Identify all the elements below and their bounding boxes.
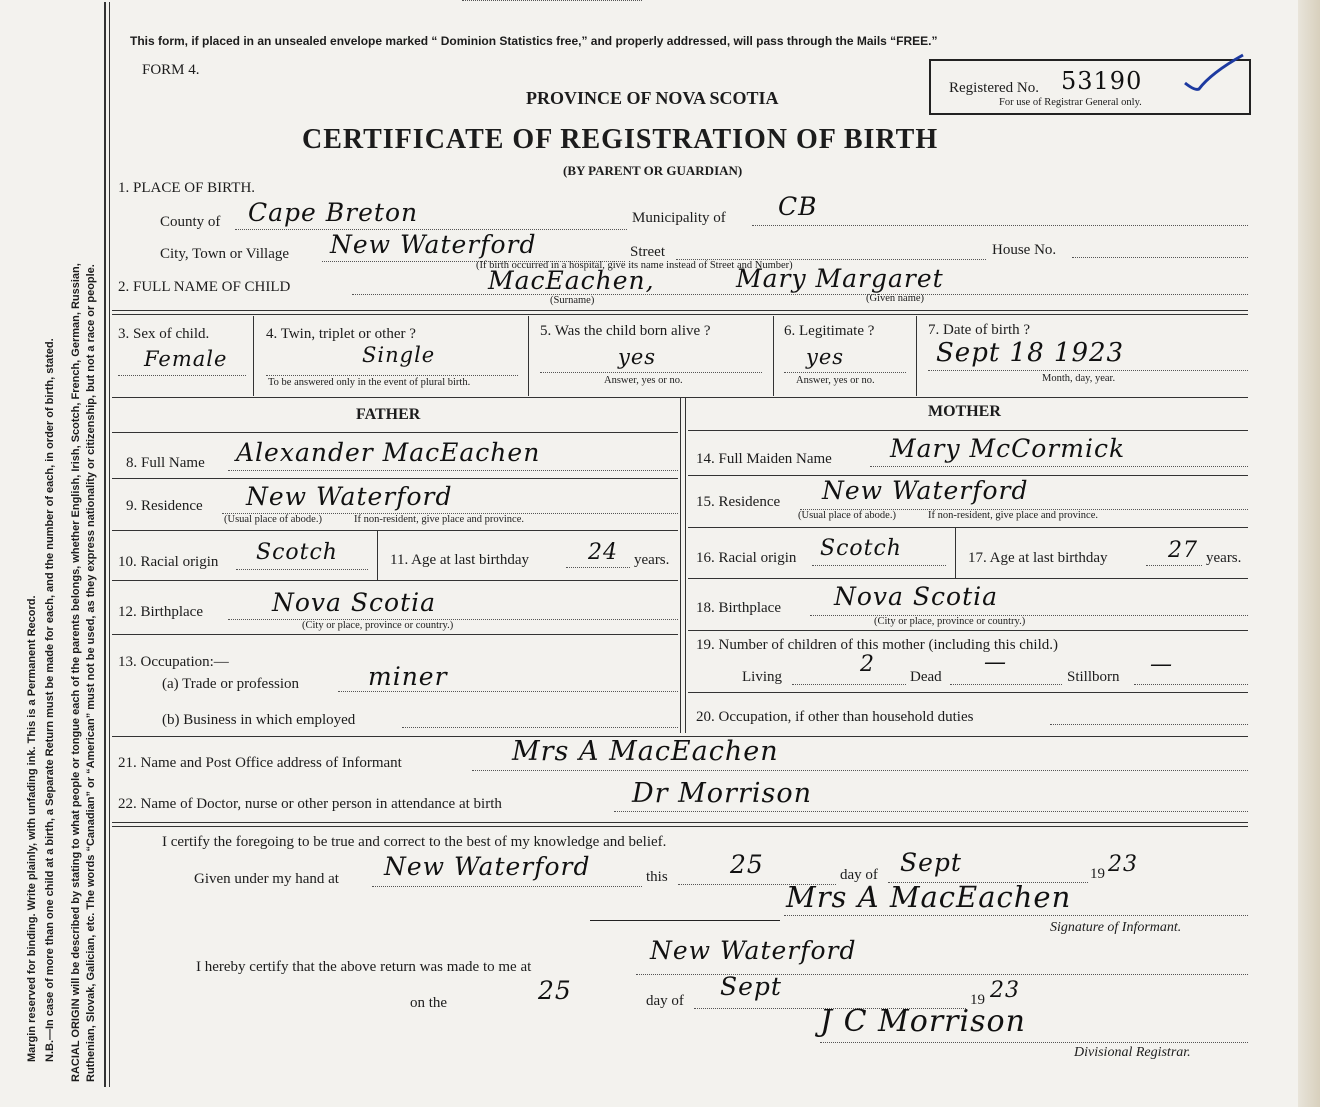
county-label: County of [160,214,221,230]
dob-label: 7. Date of birth ? [928,322,1031,338]
county-value: Cape Breton [248,198,419,227]
province-heading: PROVINCE OF NOVA SCOTIA [526,88,779,108]
twin-value: Single [362,343,436,367]
mother-occupation-label: 20. Occupation, if other than household duties [696,709,974,725]
page-title: CERTIFICATE OF REGISTRATION OF BIRTH [302,124,939,155]
alive-note: Answer, yes or no. [604,375,683,386]
informant-value: Mrs A MacEachen [512,736,779,767]
municipality-label: Municipality of [632,210,726,226]
twin-label: 4. Twin, triplet or other ? [266,326,416,342]
living-label: Living [742,669,782,685]
divisional-registrar-caption: Divisional Registrar. [1074,1045,1191,1060]
racial-origin-note-1: RACIAL ORIGIN will be described by stating to what people or tongue each of the parents belongs, whether English, Irish, Scotch, French, German, Russian, [70,263,82,1082]
mother-name-label: 14. Full Maiden Name [696,451,832,467]
trade-value: miner [368,662,448,691]
mother-heading: MOTHER [928,403,1001,420]
given-at-value: New Waterford [384,852,591,881]
registered-label: Registered No. [949,80,1039,96]
top-notice: This form, if placed in an unsealed envelope marked “ Dominion Statistics free,” and properly addressed, will pass through the Mails “FREE.” [130,34,938,48]
mother-racial-label: 16. Racial origin [696,550,797,566]
municipality-value: CB [778,192,818,221]
legitimate-label: 6. Legitimate ? [784,323,875,339]
stillborn-value: — [1150,652,1173,677]
form-number: FORM 4. [142,62,200,78]
sex-value: Female [144,347,228,371]
registered-number: 53190 [1061,67,1143,95]
dob-note: Month, day, year. [1042,373,1116,384]
stillborn-label: Stillborn [1067,669,1120,685]
given-name-note: (Given name) [866,293,925,304]
informant-signature: Mrs A MacEachen [786,880,1072,914]
mother-birthplace-label: 18. Birthplace [696,600,781,616]
mother-birthplace-value: Nova Scotia [834,582,999,611]
binding-rule [104,2,106,1087]
given-this-label: this [646,869,668,885]
child-name-label: 2. FULL NAME OF CHILD [118,279,291,295]
father-birthplace-label: 12. Birthplace [118,604,203,620]
father-residence-value: New Waterford [246,482,453,511]
check-mark-icon [1181,53,1251,98]
mother-abode-note: (Usual place of abode.) [798,510,896,521]
occupation-label: 13. Occupation:— [118,654,229,670]
given-month-value: Sept [900,848,962,877]
paper-edge [1298,0,1320,1107]
dead-label: Dead [910,669,942,685]
mother-years-label: years. [1206,550,1242,566]
doctor-label: 22. Name of Doctor, nurse or other person in attendance at birth [118,796,502,812]
nb-note: N.B.—In case of more than one child at a birth, a Separate Return must be made for each, and the number of each, in order of birth, stated. [44,338,56,1062]
hereby-label: I hereby certify that the above return was made to me at [196,959,532,975]
margin-note: Margin reserved for binding. Write plainly, with unfading ink. This is a Permanent Record. [26,595,38,1062]
doctor-value: Dr Morrison [632,778,812,809]
father-name-label: 8. Full Name [126,455,205,471]
trade-label: (a) Trade or profession [162,676,300,692]
reg-year-value: 23 [990,978,1020,1003]
given-under-label: Given under my hand at [194,871,339,887]
mother-residence-value: New Waterford [822,476,1029,505]
city-label: City, Town or Village [160,246,290,262]
mother-name-value: Mary McCormick [890,434,1126,463]
city-value: New Waterford [330,230,537,259]
father-age-label: 11. Age at last birthday [390,552,529,568]
legitimate-note: Answer, yes or no. [796,375,875,386]
registrar-signature: J C Morrison [820,1004,1026,1039]
father-city-note: (City or place, province or country.) [302,620,454,631]
father-name-value: Alexander MacEachen [236,438,541,467]
reg-month-value: Sept [720,972,782,1001]
father-racial-label: 10. Racial origin [118,554,219,570]
legitimate-value: yes [806,345,845,369]
dead-value: — [984,650,1007,675]
dob-value: Sept 18 1923 [936,338,1125,368]
given-day-value: 25 [730,850,764,879]
given-year-prefix: 19 [1090,866,1105,882]
given-year-value: 23 [1108,852,1138,877]
racial-origin-note-2: Ruthenian, Slovak, Galician, etc. The words “Canadian” or “American” must not be used, as they express nationality or citizenship, but not a race or people. [85,264,97,1082]
living-value: 2 [860,652,875,677]
child-given-value: Mary Margaret [736,264,944,293]
certify-text: I certify the foregoing to be true and correct to the best of my knowledge and belief. [162,834,667,850]
children-label: 19. Number of children of this mother (including this child.) [696,637,1059,653]
father-birthplace-value: Nova Scotia [272,588,437,617]
mother-age-label: 17. Age at last birthday [968,550,1108,566]
father-racial-value: Scotch [256,540,338,565]
mother-racial-value: Scotch [820,536,902,561]
binding-rule-2 [109,2,110,1087]
mother-age-value: 27 [1168,538,1198,563]
registered-box [929,59,1251,115]
business-label: (b) Business in which employed [162,712,356,728]
registered-at-value: New Waterford [650,936,857,965]
reg-day-value: 25 [538,976,572,1005]
signature-informant-caption: Signature of Informant. [1050,920,1182,935]
father-heading: FATHER [356,406,421,423]
alive-label: 5. Was the child born alive ? [540,323,711,339]
surname-note: (Surname) [550,295,595,306]
father-age-value: 24 [588,540,618,565]
alive-value: yes [618,345,657,369]
on-the-label: on the [410,995,448,1011]
registered-note: For use of Registrar General only. [999,97,1142,108]
reg-day-of-label: day of [646,993,684,1009]
father-nonres-note: If non-resident, give place and province. [354,514,524,525]
sex-label: 3. Sex of child. [118,326,210,342]
street-label: Street [630,244,665,260]
given-day-of-label: day of [840,867,878,883]
mother-residence-label: 15. Residence [696,494,781,510]
twin-note: To be answered only in the event of plural birth. [268,377,471,388]
page-subtitle: (BY PARENT OR GUARDIAN) [563,163,743,178]
father-abode-note: (Usual place of abode.) [224,514,322,525]
house-no-label: House No. [992,242,1057,258]
father-residence-label: 9. Residence [126,498,203,514]
mother-city-note: (City or place, province or country.) [874,616,1026,627]
place-of-birth-label: 1. PLACE OF BIRTH. [118,180,256,196]
child-surname-value: MacEachen, [488,266,655,295]
father-years-label: years. [634,552,670,568]
hospital-note: (If birth occurred in a hospital, give its name instead of Street and Number) [476,260,793,271]
mother-nonres-note: If non-resident, give place and province. [928,510,1098,521]
reg-year-prefix: 19 [970,992,985,1008]
informant-label: 21. Name and Post Office address of Informant [118,755,402,771]
